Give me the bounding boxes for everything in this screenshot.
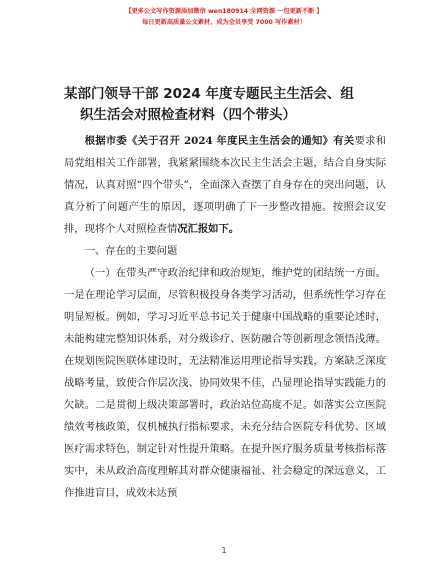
document-title [64,84,394,126]
page-number: 1 [221,546,227,555]
promo-banner-line-1: 【更多公文写作资源添加微信 wen180914 全网资源 一包更新不断 】 [125,8,323,15]
document-body [64,130,386,504]
promo-banner-line-2: 每日更新高质量公文素材，成为会员享受 7000 写作素材！ [142,19,306,26]
section-paragraph-1: （一）在带头严守政治纪律和政治规矩，维护党的团结统一方面。一是在理论学习层面，尽管积极投身各类学习活动，但系统性学习存在明显短板。例如，学习习近平总书记关于健康中国战略的重要论述时，未能构建完整知识体系，对分级诊疗、医防融合等创新理念领悟浅薄。在规划医院医联体建设时，无法精准运用理论指导实践，方案缺乏深度战略考量，致使合作层次浅、协同效果不佳，凸显理论指导实践能力的欠缺。二是贯彻上级决策部署时，政治站位高度不足。如落实公立医院绩效考核政策，仅机械执行指标要求，未充分结合医院专科优势、区域医疗需求特色，制定针对性提升策略。在提升医疗服务质量考核指标落实中，未从政治高度理解其对群众健康福祉、社会稳定的深远意义，工作推进盲目，成效未达预 [64,267,386,499]
title-line-2: 织生活会对照检查材料（四个带头） [80,107,296,123]
intro-bold-lead: 根据市委《关于召开 2024 年度民主生活会的通知》有关 [84,135,355,147]
intro-paragraph [64,130,386,240]
intro-body-text: 要求和局党组相关工作部署，我紧紧围绕本次民主生活会主题，结合自身实际情况，认真对照“四个带头”，全面深入查摆了自身存在的突出问题，认真分析了问题产生的原因，逐项明确了下一步整改措施。按照会议安排，现将个人对照检查情 [64,135,387,235]
section-heading-problems: 一、存在的主要问题 [84,245,178,257]
intro-bold-tail: 况汇报如下。 [177,223,240,235]
title-line-1: 某部门领导干部 2024 年度专题民主生活会、组 [64,86,354,102]
